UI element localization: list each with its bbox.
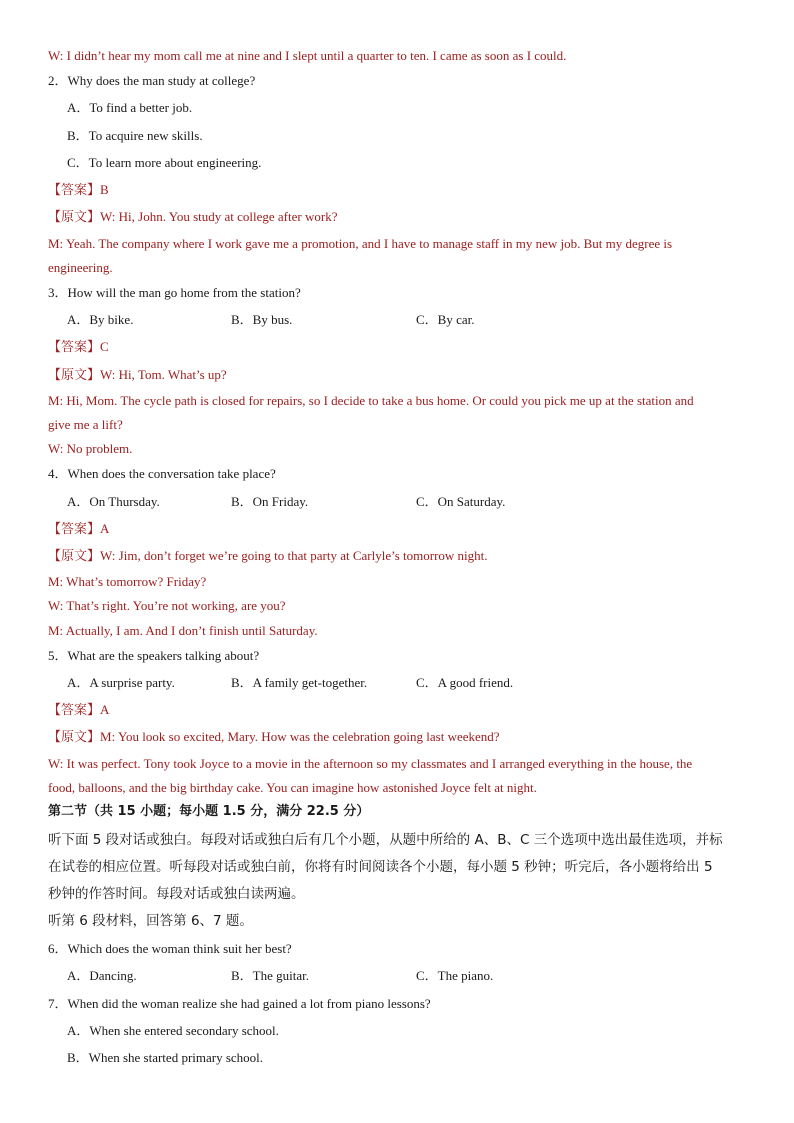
answer-value: C (100, 339, 109, 354)
q4-option-b: B．On Friday. (231, 494, 309, 509)
q2-transcript-start (48, 208, 746, 227)
q5-answer (48, 701, 746, 720)
question-2-stem: 2．Why does the man study at college? (48, 73, 256, 88)
answer-tag: 【答案】 (48, 703, 101, 718)
q7-option-b: B．When she started primary school. (67, 1050, 264, 1065)
q3-transcript-start (48, 366, 746, 385)
answer-tag: 【答案】 (48, 183, 101, 198)
q2-option-b: B．To acquire new skills. (67, 128, 203, 143)
q5-option-a: A．A surprise party. (67, 675, 175, 690)
transcript-line: W: Hi, Tom. What’s up? (100, 367, 227, 382)
transcript-tag: 【原文】 (48, 368, 101, 383)
section-2-intro: 秒钟的作答时间。每段对话或独白读两遍。 (48, 886, 305, 902)
transcript-line: M: Actually, I am. And I don’t finish until Saturday. (48, 623, 318, 638)
transcript-line: W: No problem. (48, 441, 133, 456)
transcript-line: W: I didn’t hear my mom call me at nine and I slept until a quarter to ten. I came as soon as I could. (48, 48, 567, 63)
q3-option-b: B．By bus. (231, 312, 293, 327)
question-5-stem: 5．What are the speakers talking about? (48, 648, 260, 663)
q7-option-a: A．When she entered secondary school. (67, 1023, 279, 1038)
q4-transcript-start (48, 547, 746, 566)
transcript-line: engineering. (48, 260, 113, 275)
answer-value: B (100, 182, 109, 197)
question-4-stem: 4．When does the conversation take place? (48, 466, 276, 481)
q3-option-c: C．By car. (416, 312, 475, 327)
transcript-line: W: Jim, don’t forget we’re going to that party at Carlyle’s tomorrow night. (100, 548, 488, 563)
material-instruction: 听第 6 段材料，回答第 6、7 题。 (48, 913, 253, 929)
transcript-line: M: Yeah. The company where I work gave me a promotion, and I have to manage staff in my new job. But my degree is (48, 236, 673, 251)
q4-option-c: C．On Saturday. (416, 494, 506, 509)
q2-option-a: A．To find a better job. (67, 100, 193, 115)
q4-option-a: A．On Thursday. (67, 494, 160, 509)
transcript-line: W: It was perfect. Tony took Joyce to a movie in the afternoon so my classmates and I arranged everything in the house, the (48, 756, 693, 771)
transcript-line: M: Hi, Mom. The cycle path is closed for repairs, so I decide to take a bus home. Or could you pick me up at the station and (48, 393, 694, 408)
transcript-line: W: That’s right. You’re not working, are you? (48, 598, 286, 613)
q2-answer (48, 181, 746, 200)
transcript-tag: 【原文】 (48, 730, 101, 745)
question-6-stem: 6．Which does the woman think suit her best? (48, 941, 292, 956)
q5-option-b: B．A family get-together. (231, 675, 368, 690)
answer-value: A (100, 702, 110, 717)
transcript-tag: 【原文】 (48, 549, 101, 564)
q3-option-a: A．By bike. (67, 312, 134, 327)
q3-answer (48, 338, 746, 357)
question-7-stem: 7．When did the woman realize she had gained a lot from piano lessons? (48, 996, 431, 1011)
transcript-line: food, balloons, and the big birthday cake. You can imagine how astonished Joyce felt at night. (48, 780, 537, 795)
transcript-line: M: You look so excited, Mary. How was the celebration going last weekend? (100, 729, 500, 744)
question-3-stem: 3．How will the man go home from the station? (48, 285, 301, 300)
answer-tag: 【答案】 (48, 340, 101, 355)
answer-value: A (100, 521, 110, 536)
answer-tag: 【答案】 (48, 522, 101, 537)
q5-option-c: C．A good friend. (416, 675, 514, 690)
q6-option-c: C．The piano. (416, 968, 494, 983)
section-2-title: 第二节（共 15 小题；每小题 1.5 分，满分 22.5 分） (48, 804, 370, 819)
section-2-intro: 听下面 5 段对话或独白。每段对话或独白后有几个小题，从题中所给的 A、B、C 三个选项中选出最佳选项，并标 (48, 832, 723, 848)
q4-answer (48, 520, 746, 539)
q6-option-b: B．The guitar. (231, 968, 309, 983)
transcript-line: W: Hi, John. You study at college after work? (100, 209, 338, 224)
q5-transcript-start (48, 728, 746, 747)
q2-option-c: C．To learn more about engineering. (67, 155, 262, 170)
transcript-tag: 【原文】 (48, 210, 101, 225)
transcript-line: give me a lift? (48, 417, 123, 432)
q6-option-a: A．Dancing. (67, 968, 137, 983)
section-2-intro: 在试卷的相应位置。听每段对话或独白前，你将有时间阅读各个小题，每小题 5 秒钟；听完后，各小题将给出 5 (48, 859, 713, 875)
transcript-line: M: What’s tomorrow? Friday? (48, 574, 207, 589)
